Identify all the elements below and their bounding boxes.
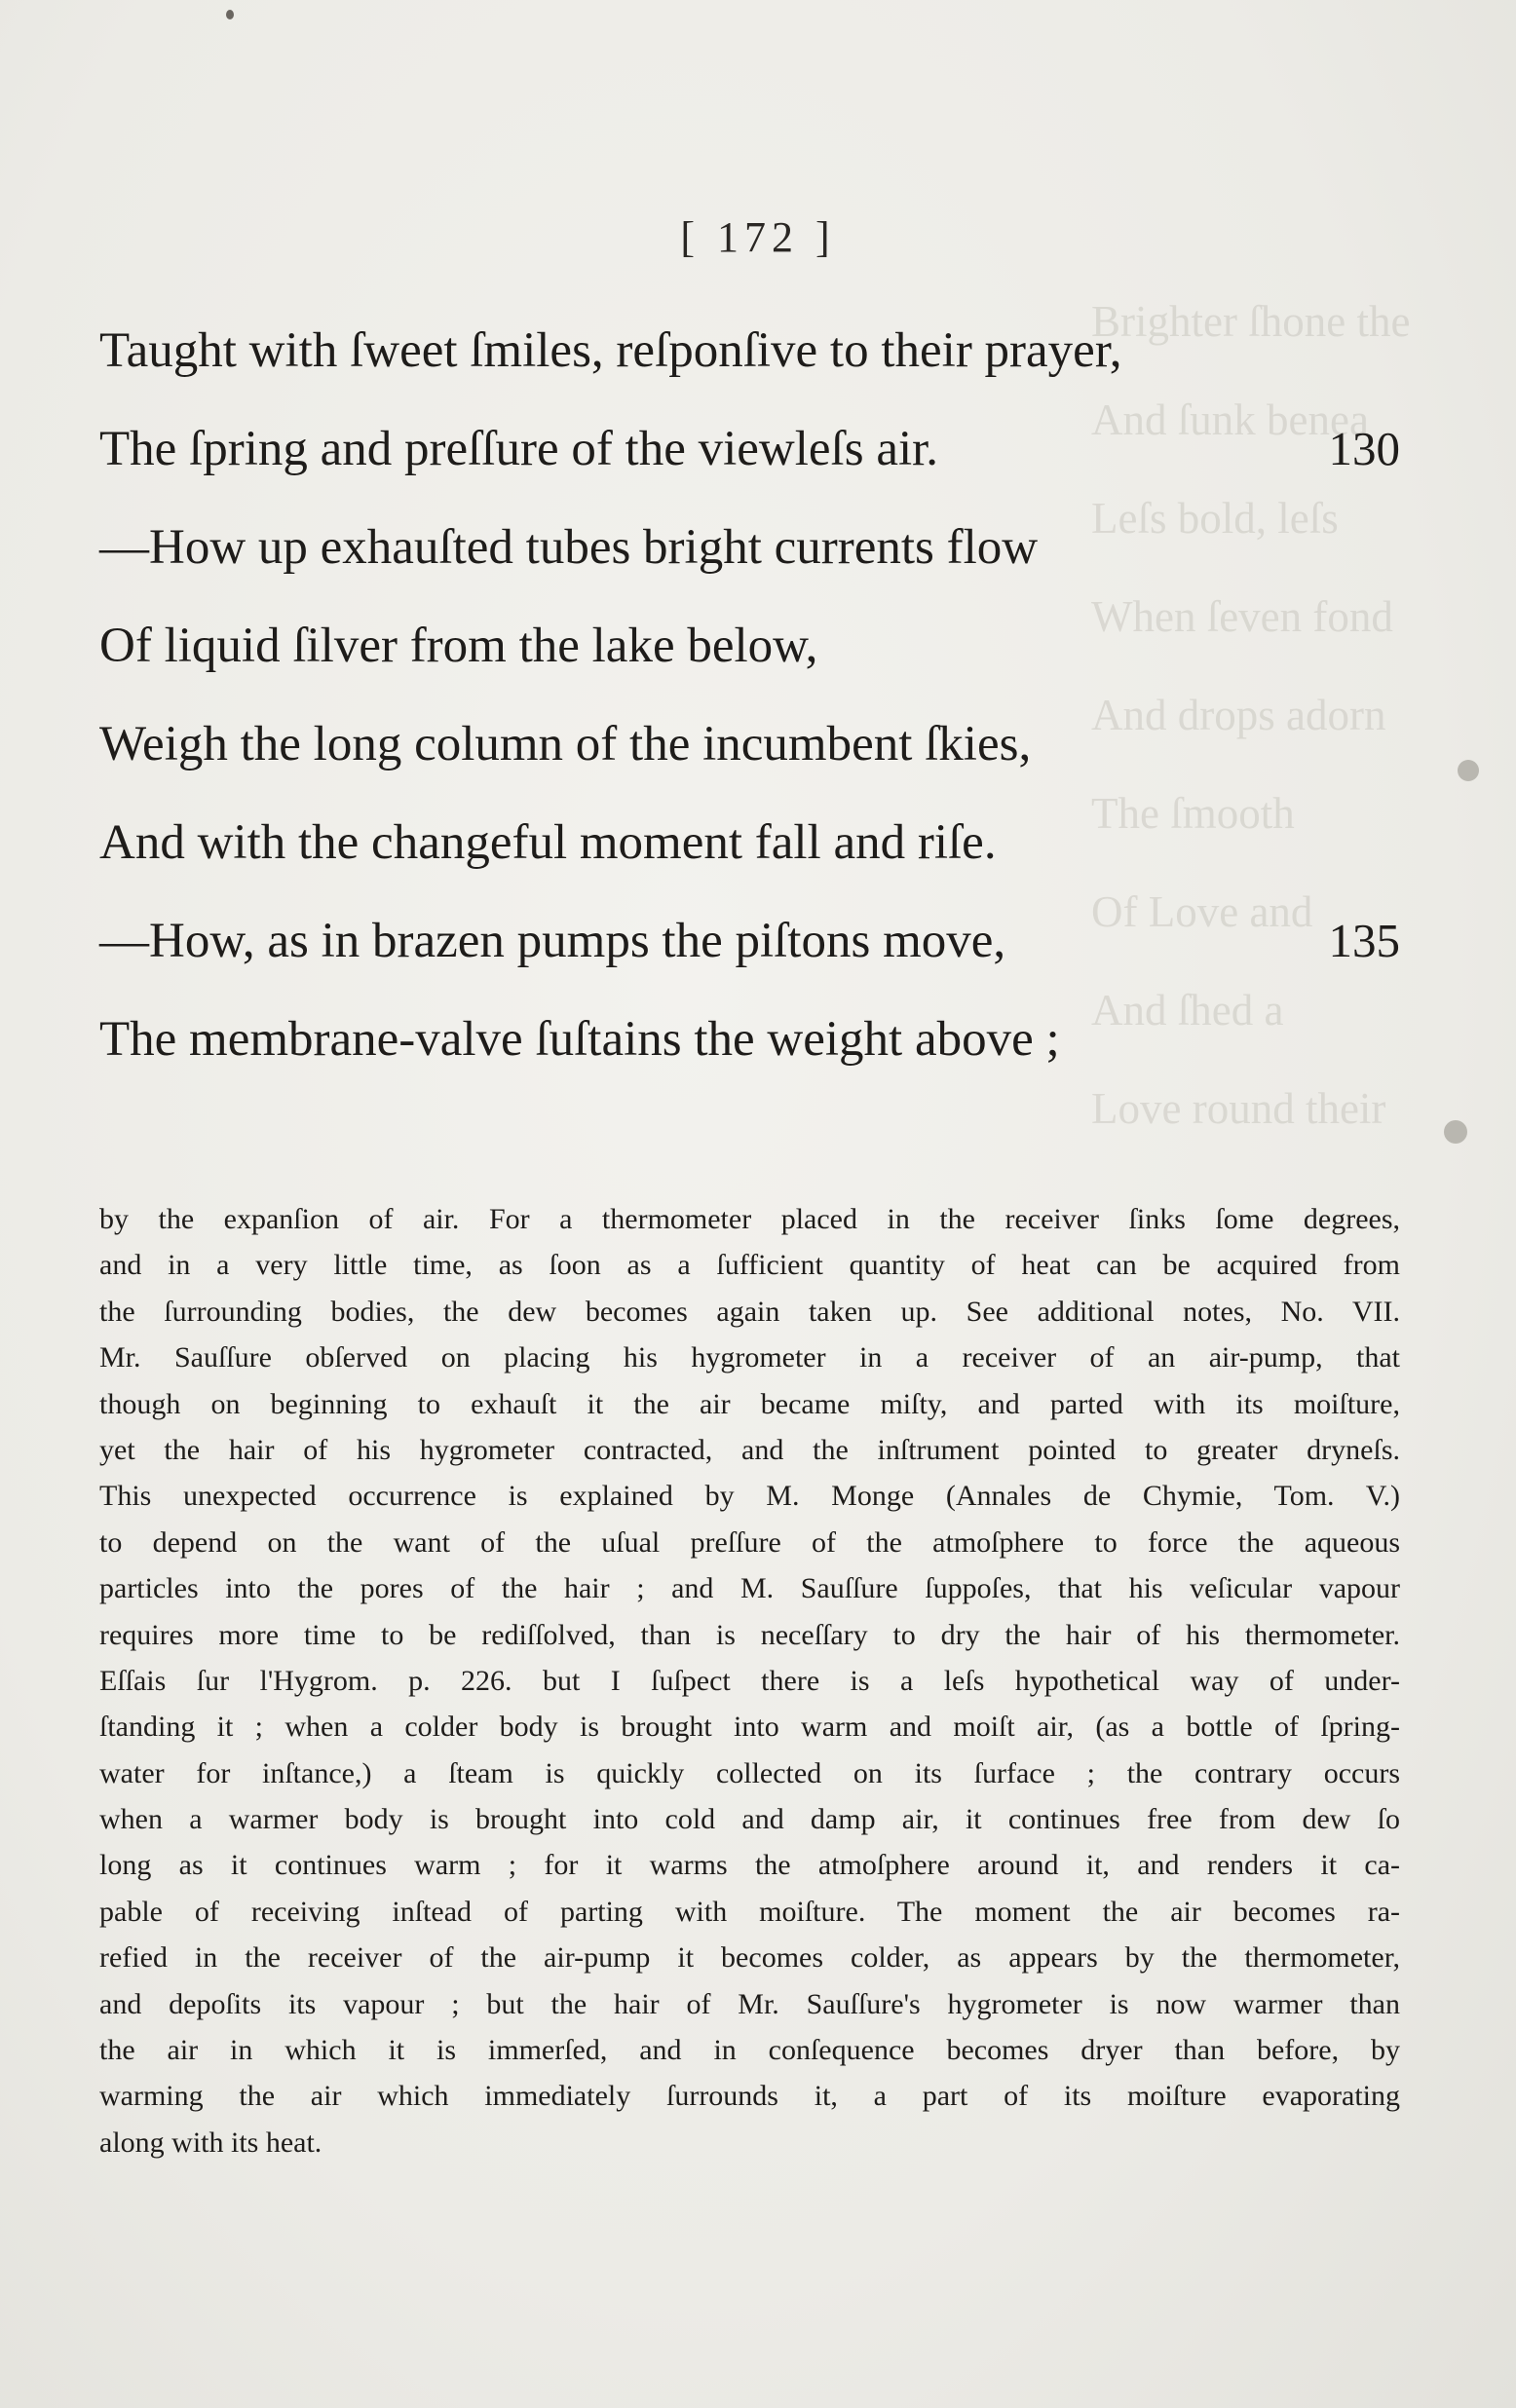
verse-line (99, 703, 1400, 802)
verse-text: —How, as in brazen pumps the piſtons move, (99, 914, 1006, 968)
verse-line (99, 605, 1400, 703)
footnote-line: and depoſits its vapour ; but the hair of Mr. Sauſſure's hygrometer is now warmer than (99, 1987, 1400, 2020)
footnote-line: long as it continues warm ; for it warms the atmoſphere around it, and renders it ca- (99, 1849, 1400, 1882)
footnote-line: Mr. Sauſſure obſerved on placing his hygrometer in a receiver of an air-pump, that (99, 1341, 1400, 1374)
page-number: [ 172 ] (680, 213, 836, 261)
footnote-line: and in a very little time, as ſoon as a ſufficient quantity of heat can be acquired from (99, 1249, 1400, 1282)
ink-speck (1458, 760, 1479, 781)
verse-line (99, 507, 1400, 605)
footnote-line: though on beginning to exhauſt it the air became miſty, and parted with its moiſture, (99, 1387, 1400, 1420)
footnote-line: by the expanſion of air. For a thermometer placed in the receiver ſinks ſome degrees, (99, 1203, 1400, 1235)
verse-line (99, 310, 1400, 408)
line-number: 135 (1328, 914, 1400, 967)
poem (99, 310, 1400, 1097)
verse-text: —How up exhauſted tubes bright currents flow (99, 520, 1039, 575)
footnote-line: along with its heat. (99, 2126, 322, 2159)
footnote-line: refied in the receiver of the air-pump it becomes colder, as appears by the thermometer, (99, 1941, 1400, 1975)
footnote-line: Eſſais ſur l'Hygrom. p. 226. but I ſuſpect there is a leſs hypothetical way of under- (99, 1664, 1400, 1697)
verse-line (99, 408, 1400, 507)
verse-line (99, 802, 1400, 900)
verse-text: And with the changeful moment fall and riſe. (99, 815, 997, 870)
verse-text: Of liquid ſilver from the lake below, (99, 619, 818, 673)
footnote-line: water for inſtance,) a ſteam is quickly collected on its ſurface ; the contrary occurs (99, 1756, 1400, 1789)
footnote-line: when a warmer body is brought into cold and damp air, it continues free from dew ſo (99, 1803, 1400, 1836)
footnote-line: to depend on the want of the uſual preſſure of the atmoſphere to force the aqueous (99, 1525, 1400, 1559)
verse-line (99, 900, 1400, 998)
footnote-line: yet the hair of his hygrometer contracted, and the inſtrument pointed to greater dryneſs. (99, 1433, 1400, 1466)
footnote-line: particles into the pores of the hair ; and M. Sauſſure ſuppoſes, that his veſicular vapour (99, 1572, 1400, 1605)
ink-speck (1444, 1120, 1467, 1144)
ink-speck (226, 10, 234, 19)
line-number: 130 (1328, 422, 1400, 475)
verse-text: Taught with ſweet ſmiles, reſponſive to their prayer, (99, 323, 1122, 378)
bleed-through-text: Brighter ſhone the And ſunk benea Leſs bold, leſs When ſeven fond And drops adorn The ſmooth Of Love and And ſhed a Love round their (1091, 297, 1411, 1133)
verse-text: The ſpring and preſſure of the viewleſs air. (99, 422, 939, 476)
verse-line (99, 998, 1400, 1097)
footnote (99, 1196, 1400, 2165)
verse-text: The membrane-valve ſuſtains the weight above ; (99, 1012, 1060, 1067)
footnote-line: ſtanding it ; when a colder body is brought into warm and moiſt air, (as a bottle of ſpring- (99, 1711, 1400, 1744)
footnote-line: the ſurrounding bodies, the dew becomes again taken up. See additional notes, No. VII. (99, 1295, 1400, 1328)
footnote-line: pable of receiving inſtead of parting with moiſture. The moment the air becomes ra- (99, 1895, 1400, 1928)
footnote-line: the air in which it is immerſed, and in conſequence becomes dryer than before, by (99, 2034, 1400, 2067)
footnote-line: requires more time to be rediſſolved, than is neceſſary to dry the hair of his thermometer. (99, 1618, 1400, 1651)
verse-text: Weigh the long column of the incumbent ſkies, (99, 717, 1032, 771)
footnote-line: warming the air which immediately ſurrounds it, a part of its moiſture evaporating (99, 2080, 1400, 2113)
footnote-line: This unexpected occurrence is explained by M. Monge (Annales de Chymie, Tom. V.) (99, 1480, 1400, 1513)
